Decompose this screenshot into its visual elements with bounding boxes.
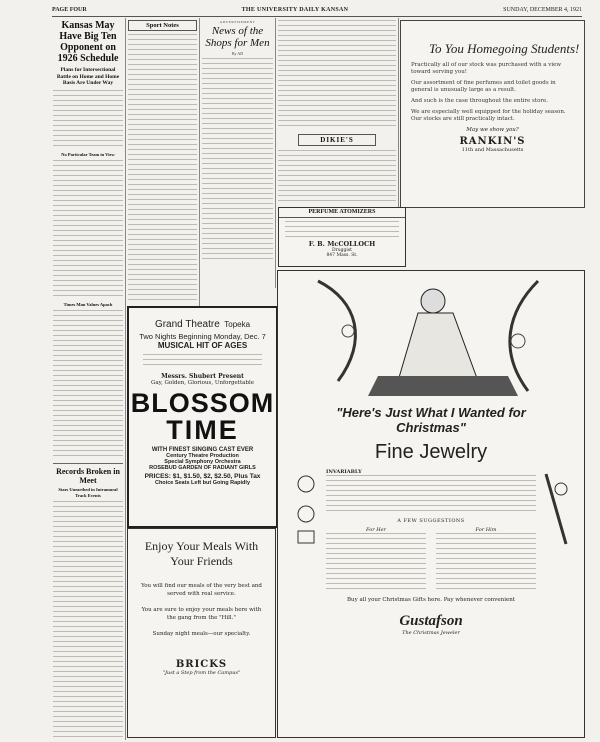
rankins-ad-title: To You Homegoing Students! xyxy=(429,41,580,56)
column-2 xyxy=(128,20,197,305)
article-text xyxy=(278,20,396,130)
jewelry-intro xyxy=(286,469,576,593)
jewelry-lead-in: INVARIABLY xyxy=(326,469,362,475)
column-1 xyxy=(53,20,123,738)
perfume-addr: 847 Mass. St. xyxy=(326,253,358,258)
headline-big-ten: Kansas May Have Big Ten Opponent on 1926 Schedule xyxy=(57,20,119,64)
perfume-ad xyxy=(278,207,406,267)
jewelry-him: For Him xyxy=(475,527,497,533)
show-title-blossom: BLOSSOM xyxy=(130,388,275,418)
rankins-address: 11th and Massachusetts xyxy=(461,147,524,153)
theatre-text xyxy=(143,354,262,369)
bricks-tag: "Just a Step from the Campus" xyxy=(162,669,241,676)
paper-name: THE UNIVERSITY DAILY KANSAN xyxy=(241,6,349,13)
theatre-musical: MUSICAL HIT OF AGES xyxy=(157,341,248,350)
bricks-name: BRICKS xyxy=(175,658,228,670)
theatre-garden: ROSEBUD GARDEN OF RADIANT GIRLS xyxy=(149,465,256,471)
theatre-presenter: Messrs. Shubert Present xyxy=(161,373,244,380)
theatre-ad xyxy=(127,306,278,528)
jewelry-her: For Her xyxy=(366,527,386,533)
article-text xyxy=(53,310,123,460)
rankins-ad-sign: May we show you? xyxy=(466,127,519,133)
woman-illustration xyxy=(278,271,584,401)
article-text xyxy=(53,160,123,300)
bricks-line3: Sunday night meals—our specialty. xyxy=(152,631,251,637)
perfume-title: PERFUME ATOMIZERS xyxy=(279,208,405,218)
dikies-ad: DIKIE'S xyxy=(298,134,376,146)
rankins-ad xyxy=(400,20,585,208)
theatre-prices: PRICES: $1, $1.50, $2, $2.50, Plus Tax xyxy=(144,473,261,480)
bricks-title: Enjoy Your Meals With Your Friends xyxy=(144,539,259,568)
masthead xyxy=(52,5,582,14)
rankins-ad-line4: We are especially well equipped for the holiday season. Our stocks are still practically intact. xyxy=(411,109,566,122)
article-text xyxy=(202,58,273,263)
jewelry-suggest: A FEW SUGGESTIONS xyxy=(397,518,465,524)
bricks-line2: You are sure to enjoy your meals here with the gang from the "Hill." xyxy=(141,607,262,621)
article-text xyxy=(128,34,197,304)
article-text xyxy=(278,150,396,205)
theatre-title: Grand Theatre xyxy=(154,319,220,330)
pen-illustrations xyxy=(536,469,576,549)
rankins-ad-line3: And such is the case throughout the entire store. xyxy=(411,98,549,104)
perfume-store: F. B. McCOLLOCH xyxy=(308,240,376,248)
theatre-seats: Choice Seats Left but Going Rapidly xyxy=(154,480,251,486)
column-rule xyxy=(199,18,200,308)
perfume-text xyxy=(285,221,399,237)
theatre-cast: WITH FINEST SINGING CAST EVER xyxy=(151,447,254,453)
perfume-sub: Druggist xyxy=(332,248,352,253)
theatre-city: Topeka xyxy=(224,320,251,329)
jewelry-him-list xyxy=(436,533,536,593)
show-title-time: TIME xyxy=(166,415,239,445)
headline-shops: News of the Shops for Men xyxy=(205,25,270,49)
bricks-ad xyxy=(127,528,276,738)
jewelry-her-list xyxy=(326,533,426,593)
article-text xyxy=(53,501,123,739)
theatre-orch: Special Symphony Orchestra xyxy=(164,459,241,465)
rankins-store: RANKIN'S xyxy=(459,136,526,147)
jewelry-intro-text xyxy=(326,475,536,515)
jewelry-ad xyxy=(277,270,585,738)
issue-date: SUNDAY, DECEMBER 4, 1921 xyxy=(503,6,582,13)
theatre-tag: Gay, Golden, Glorious, Unforgettable xyxy=(150,380,254,386)
jewelry-quote: "Here's Just What I Wanted for Christmas" xyxy=(336,405,526,435)
rankins-ad-line1: Practically all of our stock was purchased with a view toward serving you! xyxy=(411,62,562,75)
column-4 xyxy=(278,20,396,205)
ad-kicker: ADVERTISEMENT xyxy=(219,20,256,24)
jewelry-buy: Buy all your Christmas Gifts here. Pay whenever convenient xyxy=(347,597,515,603)
column-3 xyxy=(202,20,273,288)
ring-illustrations xyxy=(286,469,326,549)
gustafson-brand: Gustafson xyxy=(399,613,463,629)
byline: By AD xyxy=(231,51,244,56)
subhead-stars: Stars Unearthed in Intramural Track Events xyxy=(58,486,118,498)
subhead-times: Times Man Values Apach xyxy=(63,301,113,307)
headline-records: Records Broken in Meet xyxy=(56,466,120,485)
rankins-ad-line2: Our assortment of fine perfumes and toilet goods in general is unusually large as a result. xyxy=(411,80,556,93)
gustafson-tag: The Christmas Jeweler xyxy=(402,630,460,636)
column-rule xyxy=(275,18,276,288)
masthead-rule xyxy=(52,16,582,17)
bricks-line1: You will find our meals of the very best and served with real service. xyxy=(141,583,262,597)
article-text xyxy=(53,90,123,150)
subhead-plans: Plans for Intersectional Battle on Home and Home Basis Are Under Way xyxy=(56,67,120,86)
theatre-nights: Two Nights Beginning Monday, Dec. 7 xyxy=(139,332,266,341)
sport-notes-header: Sport Notes xyxy=(128,20,197,31)
page-number: PAGE FOUR xyxy=(52,6,87,13)
column-rule xyxy=(125,18,126,740)
theatre-prod: Century Theatre Production xyxy=(166,453,239,459)
jewelry-title: Fine Jewelry xyxy=(374,441,488,463)
subhead-no-team: No Particular Team in View xyxy=(61,151,115,157)
column-rule xyxy=(398,18,399,208)
